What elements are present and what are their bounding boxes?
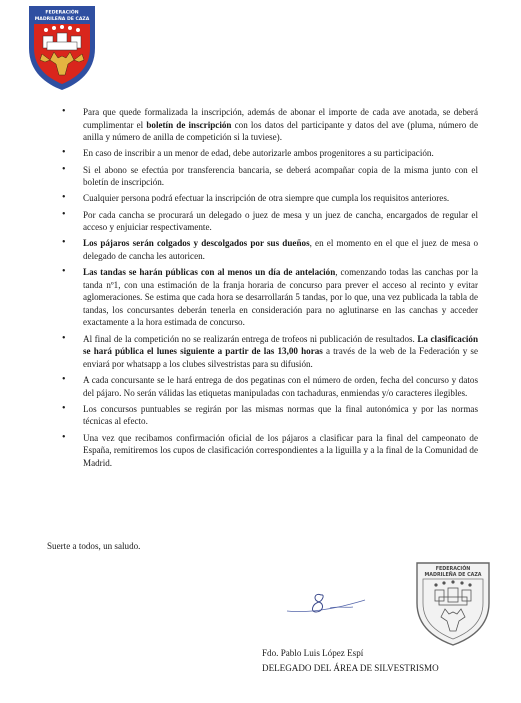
rule-text: Si el abono se efectúa por transferencia bancaria, se deberá acompañar copia de la misma junto con el boletín de inscripción. (83, 164, 478, 188)
rule-text-bold: La clasificación se hará pública el lunes siguiente a partir de las 13,00 horas (83, 333, 478, 357)
rule-item (58, 209, 478, 234)
rule-item (58, 237, 478, 262)
stamp-title-line1: FEDERACIÓN (435, 567, 471, 572)
rule-text: Cualquier persona podrá efectuar la inscripción de otra siempre que cumpla los requisitos anteriores. (83, 193, 450, 204)
rule-text: En caso de inscribir a un menor de edad, debe autorizarle ambos progenitores a su participación. (83, 148, 434, 159)
signer-role: DELEGADO DEL ÁREA DE SILVESTRISMO (262, 663, 439, 673)
logo-title-line2: MADRILEÑA DE CAZA (34, 17, 90, 22)
rule-text: Una vez que recibamos confirmación oficial de los pájaros a clasificar para la final del campeonato de España, remitiremos los cupos de clasificación correspondientes a la liguilla y a la final de la Comunidad de Madrid. (83, 432, 478, 468)
document-body (58, 106, 478, 473)
rule-item (58, 432, 478, 470)
rule-text: , comenzando todas las canchas por la tanda nº1, con una estimación de la franja horaria de concurso para prever el acceso al recinto y evitar aglomeraciones. Se estima que cada hora se desarrollarán 5 tandas, por lo que, una vez publicada la tabla de tandas, los concursantes deberán tenerla en consideración para no aglutinarse en las canchas y acceder exactamente a la hora estimada de concurso. (83, 267, 478, 328)
handwritten-signature (285, 589, 380, 623)
rule-text-bold: boletín de inscripción (146, 119, 232, 130)
federation-stamp (414, 561, 492, 647)
rule-text: con los datos del participante y datos del ave (pluma, número de anilla y número de anilla de competición si la tuviese). (83, 119, 478, 143)
rule-item (58, 374, 478, 399)
rule-text-bold: Los pájaros serán colgados y descolgados por sus dueños (83, 238, 310, 249)
rules-list (58, 106, 478, 469)
rule-text-bold: Las tandas se harán públicas con al menos un día de antelación (83, 267, 336, 278)
rule-text: A cada concursante se le hará entrega de dos pegatinas con el número de orden, fecha del concurso y datos del pájaro. No serán válidas las etiquetas manipuladas con tachaduras, enmiendas y/o caracteres ilegibles. (83, 375, 478, 398)
rule-text: Para que quede formalizada la inscripción, además de abonar el importe de cada ave anotada, se deberá cumplimentar el (83, 107, 478, 130)
logo-title-line1: FEDERACIÓN (45, 10, 79, 16)
rule-item (58, 164, 478, 189)
stamp-title-line2: MADRILEÑA DE CAZA (424, 573, 482, 578)
rule-item (58, 106, 478, 144)
greeting: Suerte a todos, un saludo. (47, 541, 141, 551)
rule-item (58, 266, 478, 329)
signer-name: Fdo. Pablo Luis López Espí (262, 648, 364, 658)
rule-item (58, 147, 478, 160)
federation-logo (26, 4, 98, 92)
rule-item (58, 192, 478, 205)
rule-text: Al final de la competición no se realizarán entrega de trofeos ni publicación de resultados. (83, 333, 418, 344)
rule-text: Por cada cancha se procurará un delegado o juez de mesa y un juez de cancha, encargados de regular el acceso y enjuiciar respectivamente. (83, 209, 478, 233)
rule-text: Los concursos puntuables se regirán por las mismas normas que la final autonómica y por las normas técnicas al efecto. (83, 403, 478, 427)
rule-text: a través de la web de la Federación y se enviará por whatsapp a los clubes silvestristas para su difusión. (83, 346, 478, 369)
signature-block (262, 646, 439, 676)
rule-text: , en el momento en el que el juez de mesa o delegado de cancha les autoricen. (83, 238, 478, 261)
rule-item (58, 333, 478, 371)
rule-item (58, 403, 478, 428)
